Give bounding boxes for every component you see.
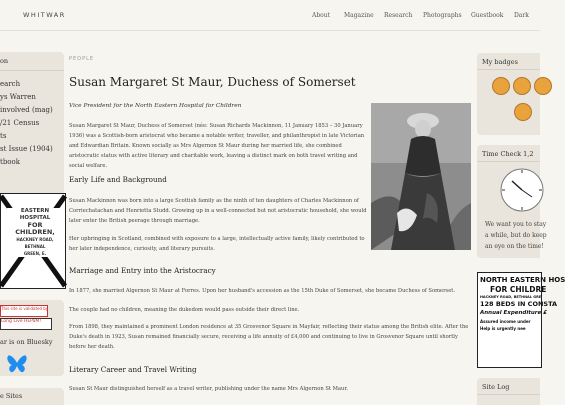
paragraph: The couple had no children, meaning the dukedom would pass outside their direct line. <box>69 307 300 313</box>
poster-line: HACKNEY ROAD, <box>16 237 54 242</box>
hepam-badge[interactable]: Long Live HEPaM! <box>0 318 52 330</box>
sidebar-item-ts[interactable]: ts <box>0 132 7 140</box>
portrait-illustration <box>371 103 471 250</box>
page-title: Susan Margaret St Maur, Duchess of Somerset <box>69 75 356 89</box>
site-logo[interactable]: WHITWAR <box>23 11 66 19</box>
left-sidebar-links <box>0 300 64 376</box>
time-check-panel <box>477 145 547 258</box>
left-sidebar-sites <box>0 388 64 405</box>
nav-photographs[interactable]: Photographs <box>423 12 462 19</box>
bluesky-butterfly-icon[interactable] <box>6 354 28 374</box>
medal-badge-icon[interactable] <box>513 77 531 95</box>
badges-header: My badges <box>477 53 540 70</box>
paragraph: Susan St Maur distinguished herself as a travel writer, publishing under the name Mrs Algernon St Maur. <box>69 386 348 392</box>
poster-line: Help is urgently nee <box>480 326 526 331</box>
time-check-message: We want you to stay a while, but do keep an eye on the time! <box>485 221 547 250</box>
hospital-poster-image <box>0 193 66 289</box>
validation-badge[interactable]: This site is validated by <box>0 305 48 317</box>
time-check-header: Time Check 1,2 <box>477 145 540 162</box>
sidebar-item-search[interactable]: earch <box>0 80 21 88</box>
badges-panel <box>477 53 540 135</box>
sidebar-item-involved[interactable]: involved (mag) <box>0 106 53 114</box>
nav-research[interactable]: Research <box>384 12 413 19</box>
sidebar-item-guestbook[interactable]: tbook <box>0 158 20 166</box>
breadcrumb[interactable]: PEOPLE <box>69 56 95 62</box>
page-subtitle: Vice President for the North Eastern Hospital for Children <box>69 103 242 109</box>
section-heading: Literary Career and Travel Writing <box>69 365 197 374</box>
paragraph: Her upbringing in Scotland, combined with exposure to a large, intellectually active family, likely contributed to her later independence, curiosity, and literary pursuits. <box>69 236 365 252</box>
hospital-appeal-poster <box>477 272 565 368</box>
poster-line: 128 BEDS IN CONSTA <box>480 300 558 308</box>
nav-about[interactable]: About <box>312 12 331 19</box>
poster-line: EASTERN HOSPITAL <box>19 208 51 221</box>
site-log-panel <box>477 378 540 405</box>
medal-badge-icon[interactable] <box>514 103 532 121</box>
medal-badge-icon[interactable] <box>492 77 510 95</box>
site-log-header: Site Log <box>477 378 540 395</box>
intro-paragraph: Susan Margaret St Maur, Duchess of Somerset (née: Susan Richards Mackinnon, 11 January 1853 – 30 January 1936) was a Scottish-born aristocrat who became a notable writer, traveller, and philanthropist in late Victorian and Edwardian Britain. Known socially as Mrs Algernon St Maur during her married life, she combined aristocratic status with active literary and charitable work, leaving a distinct mark on both travel writing and social welfare. <box>69 123 365 169</box>
poster-line: FOR CHILDRE <box>490 285 547 294</box>
nav-guestbook[interactable]: Guestbook <box>471 12 504 19</box>
bluesky-link-text[interactable]: ar is on Bluesky <box>0 338 53 346</box>
poster-line: Annual Expenditure £ <box>480 310 547 316</box>
poster-line: NORTH EASTERN HOS <box>480 276 565 284</box>
section-heading: Early Life and Background <box>69 175 167 184</box>
section-heading: Marriage and Entry into the Aristocracy <box>69 266 216 275</box>
top-navigation-bar <box>0 0 540 31</box>
poster-line: Assured income under <box>480 319 531 324</box>
left-sidebar-header: on <box>0 52 64 71</box>
paragraph: In 1877, she married Algernon St Maur at Forres. Upon her husband's accession as the 15th Duke of Somerset, she became Duchess of Somerset. <box>69 288 456 294</box>
paragraph: Susan Mackinnon was born into a large Scottish family as the ninth of ten daughters of Charles Mackinnon of Corriechatachan and Henrietta Studd. Growing up in a well-connected but not aristocratic household, she would later enter the British peerage through marriage. <box>69 198 367 224</box>
poster-line: GREEN, E. <box>23 251 47 256</box>
sites-header: e Sites <box>0 392 23 400</box>
poster-line: HACKNEY ROAD, BETHNAL GRE <box>480 295 542 299</box>
nav-dark-mode[interactable]: Dark <box>514 12 529 19</box>
portrait-photo <box>371 103 471 250</box>
nav-magazine[interactable]: Magazine <box>344 12 374 19</box>
sidebar-item-census[interactable]: /21 Census <box>0 119 40 127</box>
clock-icon <box>499 167 545 213</box>
poster-line: FOR CHILDREN, <box>15 221 55 236</box>
poster-line: BETHNAL <box>24 244 46 249</box>
sidebar-item-first-issue[interactable]: st Issue (1904) <box>0 145 53 153</box>
sidebar-item-warren[interactable]: ys Warren <box>0 93 36 101</box>
medal-badge-icon[interactable] <box>534 77 552 95</box>
paragraph: From 1898, they maintained a prominent London residence at 35 Grosvenor Square in Mayfair, reflecting their status among the British elite. After the Duke's death in 1923, Susan remained financially secure, receiving a life annuity of £4,000 and continuing to live in Grosvenor Square until shortly before her death. <box>69 324 469 350</box>
